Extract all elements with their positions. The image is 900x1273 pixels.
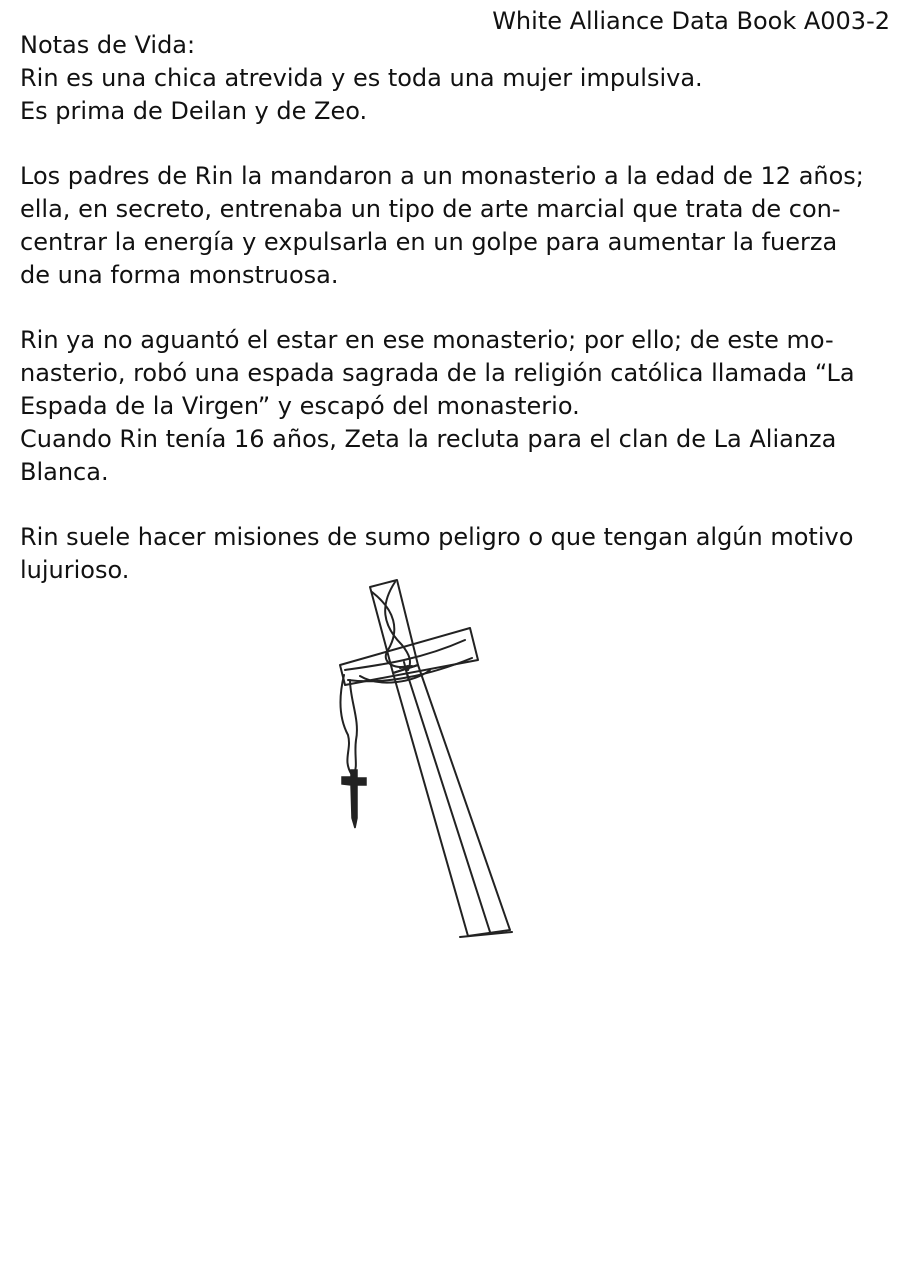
sword-illustration	[300, 570, 540, 950]
text-line: Blanca.	[20, 458, 109, 486]
rosary-cord	[341, 675, 357, 775]
rosary-cross-icon	[342, 770, 366, 828]
text-line: centrar la energía y expulsarla en un golpe para aumentar la fuerza	[20, 228, 838, 256]
text-line: nasterio, robó una espada sagrada de la religión católica llamada “La	[20, 359, 855, 387]
text-line: lujurioso.	[20, 556, 130, 584]
blade-fuller	[406, 670, 490, 932]
text-line: Espada de la Virgen” y escapó del monasterio.	[20, 392, 580, 420]
text-line: Rin es una chica atrevida y es toda una mujer impulsiva.	[20, 64, 703, 92]
page-header: White Alliance Data Book A003-2	[492, 7, 890, 35]
paragraph-3	[20, 324, 890, 489]
text-line: Es prima de Deilan y de Zeo.	[20, 97, 368, 125]
text-line: Rin suele hacer misiones de sumo peligro o que tengan algún motivo	[20, 523, 854, 551]
text-line: de una forma monstruosa.	[20, 261, 339, 289]
text-line: ella, en secreto, entrenaba un tipo de arte marcial que trata de con-	[20, 195, 841, 223]
text-line: Cuando Rin tenía 16 años, Zeta la recluta para el clan de La Alianza	[20, 425, 837, 453]
document-body	[20, 29, 890, 619]
grip-wrap	[372, 582, 410, 670]
sword-blade	[393, 665, 510, 936]
text-line: Rin ya no aguantó el estar en ese monasterio; por ello; de este mo-	[20, 326, 834, 354]
paragraph-2	[20, 160, 890, 292]
text-line: Los padres de Rin la mandaron a un monasterio a la edad de 12 años;	[20, 162, 864, 190]
paragraph-1	[20, 62, 890, 128]
document-heading: Notas de Vida:	[20, 31, 196, 59]
